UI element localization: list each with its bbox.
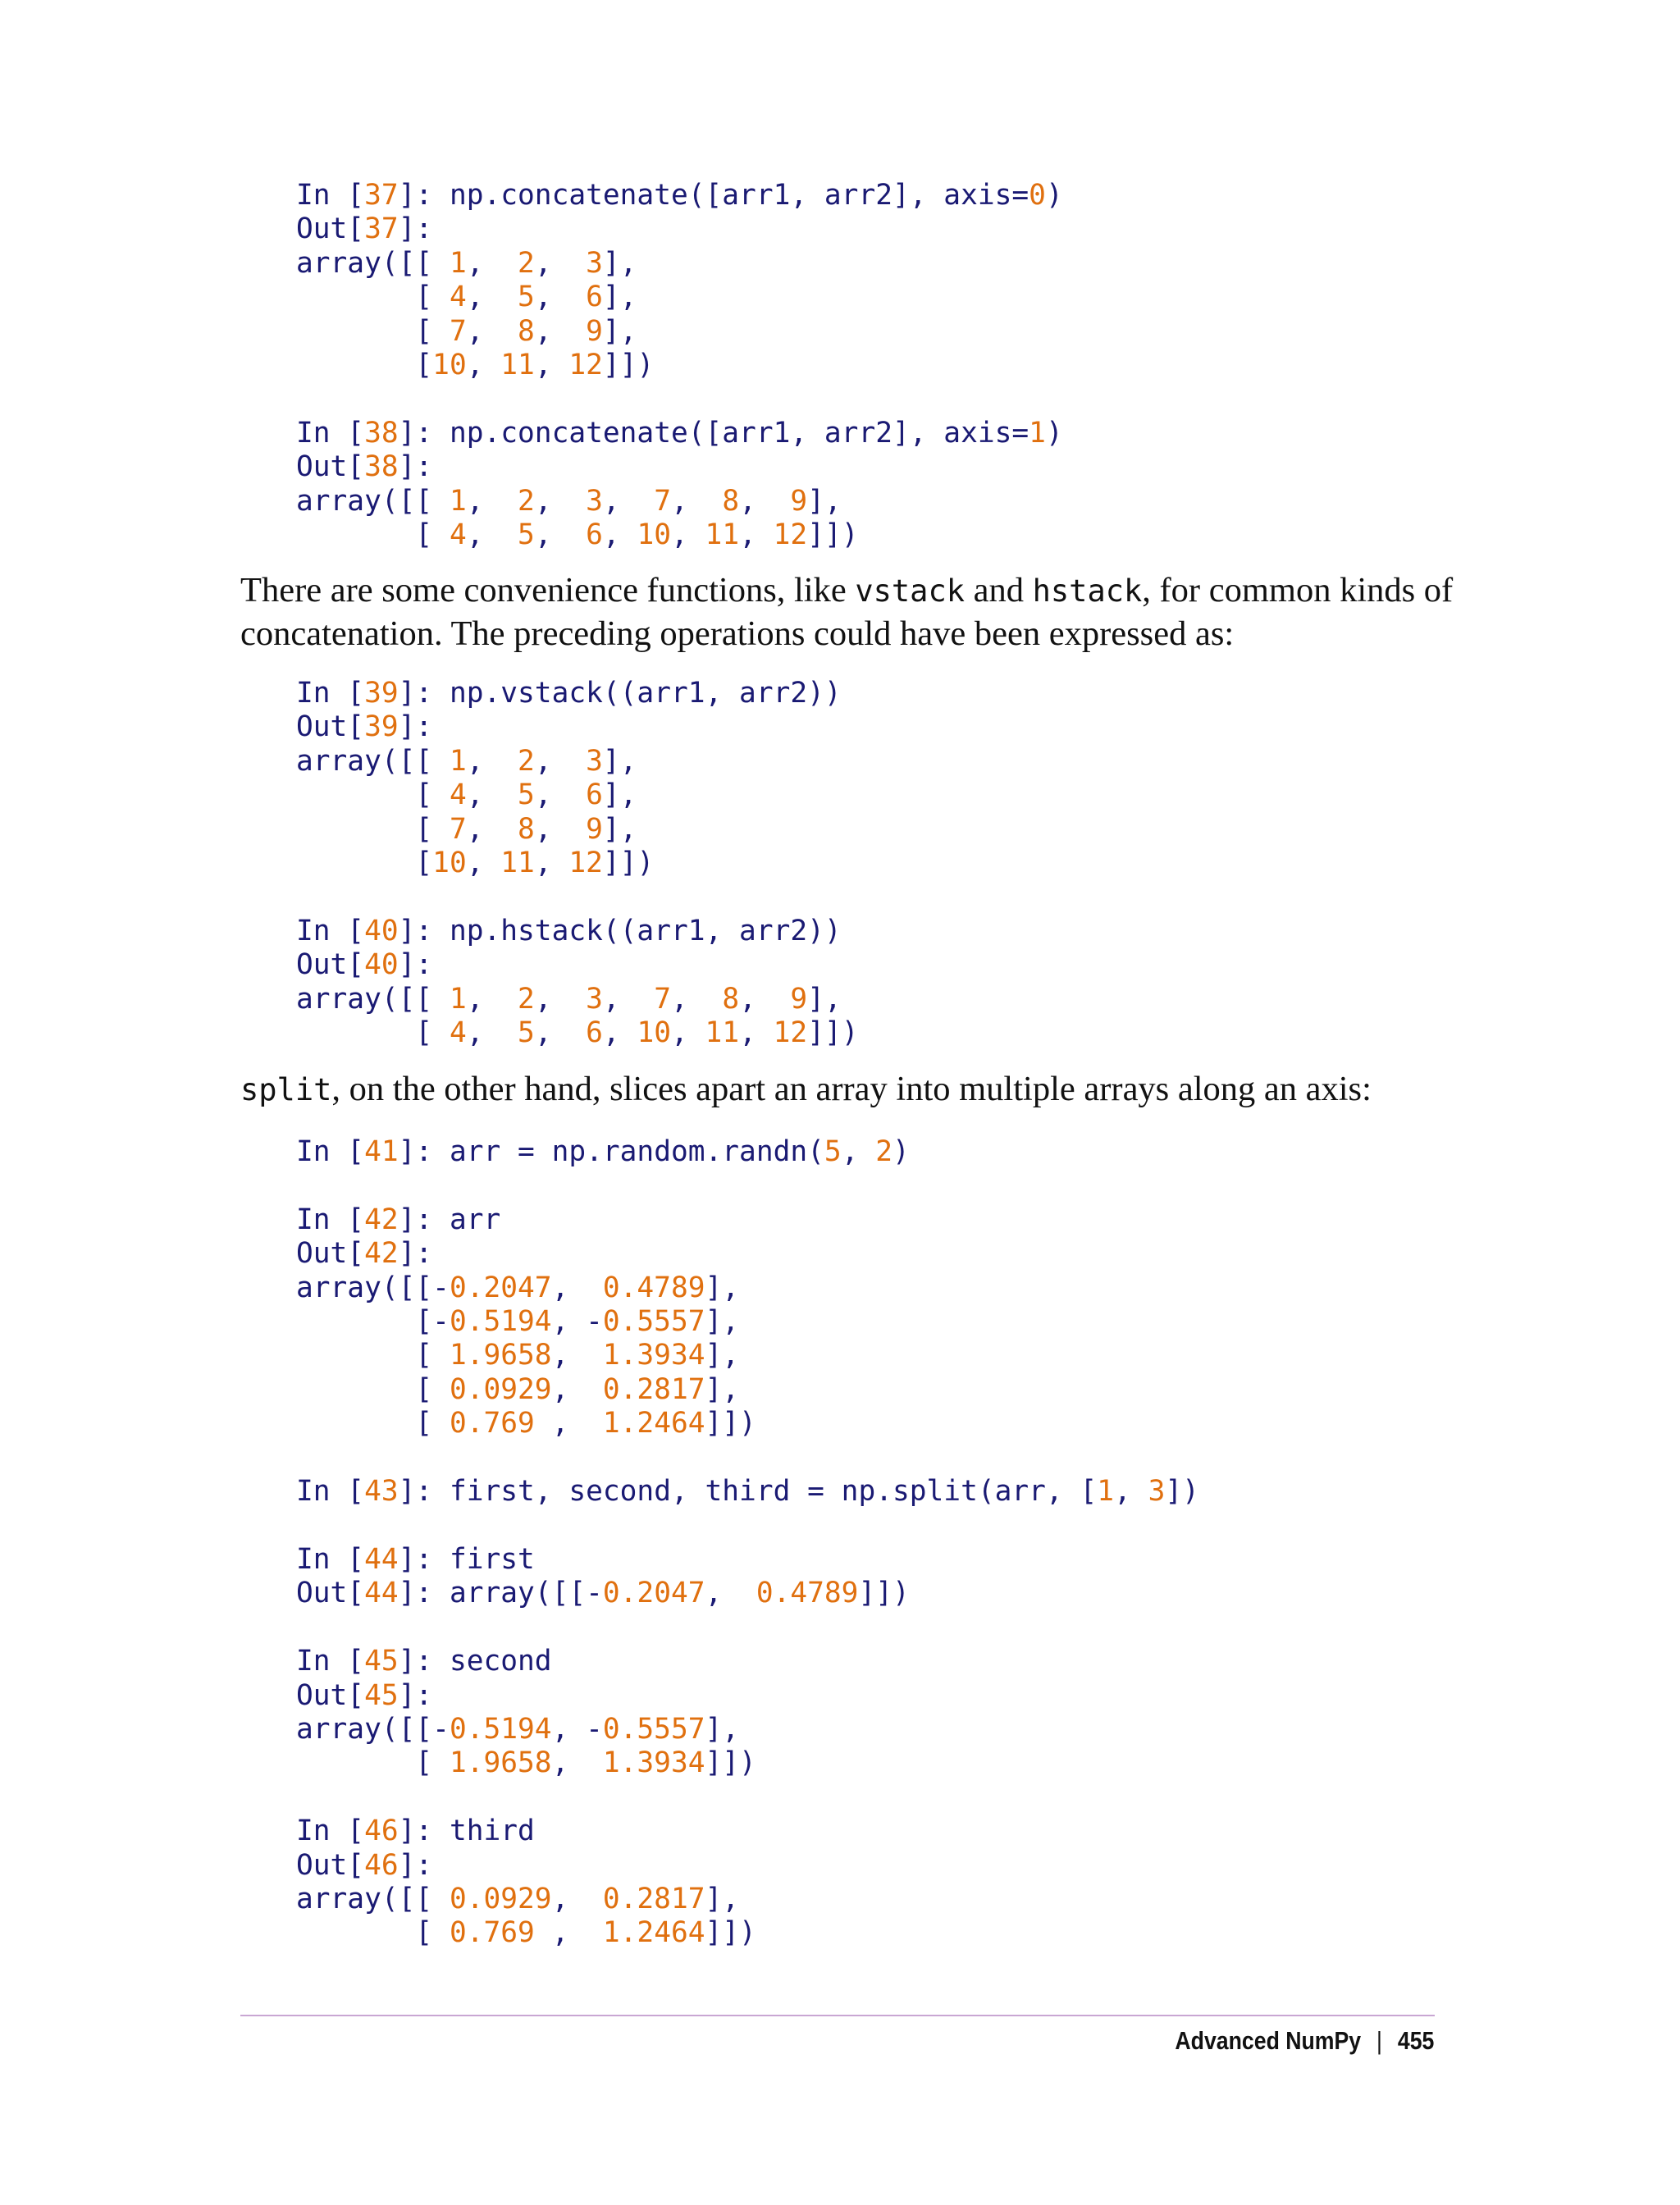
- code-line: array([[ 0.0929, 0.2817],: [296, 1882, 740, 1915]
- code-line: Out[39]:: [296, 710, 433, 744]
- paragraph-text: , for common kinds of concatenation. The preceding operations could have been expressed as:: [240, 571, 1454, 653]
- code-line: [ 7, 8, 9],: [296, 314, 637, 348]
- code-line: [-0.5194, -0.5557],: [296, 1305, 740, 1339]
- code-line: Out[40]:: [296, 948, 433, 982]
- code-line: [ 1.9658, 1.3934]]): [296, 1746, 756, 1780]
- inline-code: split: [240, 1072, 332, 1107]
- code-line: [296, 880, 859, 914]
- code-line: In [37]: np.concatenate([arr1, arr2], axis=0): [296, 179, 1063, 212]
- code-line: In [39]: np.vstack((arr1, arr2)): [296, 677, 842, 710]
- code-line: [296, 1611, 1199, 1645]
- code-line: [ 4, 5, 6, 10, 11, 12]]): [296, 518, 859, 552]
- body-paragraph: [240, 569, 1454, 655]
- footer-section-title: Advanced NumPy: [1175, 2026, 1361, 2055]
- paragraph-text: , on the other hand, slices apart an array into multiple arrays along an axis:: [331, 1070, 1372, 1108]
- footer-rule: [240, 2015, 1435, 2016]
- code-line: In [38]: np.concatenate([arr1, arr2], axis=1): [296, 416, 1063, 450]
- code-line: [ 7, 8, 9],: [296, 812, 637, 846]
- footer-separator: |: [1376, 2026, 1382, 2055]
- code-line: In [41]: arr = np.random.randn(5, 2): [296, 1135, 910, 1168]
- code-line: In [43]: first, second, third = np.split(arr, [1, 3]): [296, 1475, 1199, 1509]
- paragraph-text: and: [965, 571, 1033, 609]
- code-line: array([[ 1, 2, 3],: [296, 246, 637, 280]
- code-line: In [44]: first: [296, 1542, 535, 1576]
- code-line: array([[ 1, 2, 3, 7, 8, 9],: [296, 484, 842, 518]
- code-line: [296, 1781, 1199, 1815]
- code-line: Out[38]:: [296, 450, 433, 484]
- code-line: Out[46]:: [296, 1848, 433, 1882]
- code-block: [296, 179, 1063, 552]
- code-line: [296, 1441, 1199, 1475]
- code-line: [10, 11, 12]]): [296, 847, 655, 880]
- code-line: [10, 11, 12]]): [296, 349, 655, 382]
- code-line: [ 1.9658, 1.3934],: [296, 1339, 740, 1372]
- code-block: [296, 1135, 1199, 1951]
- code-line: array([[-0.5194, -0.5557],: [296, 1712, 740, 1746]
- code-line: In [40]: np.hstack((arr1, arr2)): [296, 914, 842, 947]
- code-line: Out[44]: array([[-0.2047, 0.4789]]): [296, 1577, 910, 1610]
- code-line: In [46]: third: [296, 1815, 535, 1848]
- code-line: Out[45]:: [296, 1678, 433, 1712]
- inline-code: hstack: [1032, 573, 1143, 609]
- page-number: 455: [1397, 2026, 1434, 2055]
- body-paragraph: [240, 1068, 1454, 1112]
- code-line: [ 0.769 , 1.2464]]): [296, 1407, 756, 1440]
- code-line: [296, 382, 1063, 416]
- code-line: array([[-0.2047, 0.4789],: [296, 1271, 740, 1304]
- code-line: [ 4, 5, 6, 10, 11, 12]]): [296, 1016, 859, 1050]
- paragraph-text: There are some convenience functions, like: [240, 571, 856, 609]
- code-line: array([[ 1, 2, 3],: [296, 744, 637, 778]
- code-line: [296, 1169, 1199, 1203]
- code-line: array([[ 1, 2, 3, 7, 8, 9],: [296, 982, 842, 1016]
- code-line: [ 4, 5, 6],: [296, 778, 637, 812]
- code-line: Out[37]:: [296, 212, 433, 246]
- code-line: In [45]: second: [296, 1645, 552, 1678]
- code-line: [ 0.0929, 0.2817],: [296, 1372, 740, 1406]
- page-footer: [1175, 2026, 1434, 2056]
- code-line: [296, 1509, 1199, 1542]
- code-block: [296, 677, 859, 1050]
- code-line: [ 0.769 , 1.2464]]): [296, 1916, 756, 1950]
- code-line: Out[42]:: [296, 1237, 433, 1271]
- code-line: [ 4, 5, 6],: [296, 281, 637, 314]
- inline-code: vstack: [855, 573, 965, 609]
- code-line: In [42]: arr: [296, 1203, 501, 1236]
